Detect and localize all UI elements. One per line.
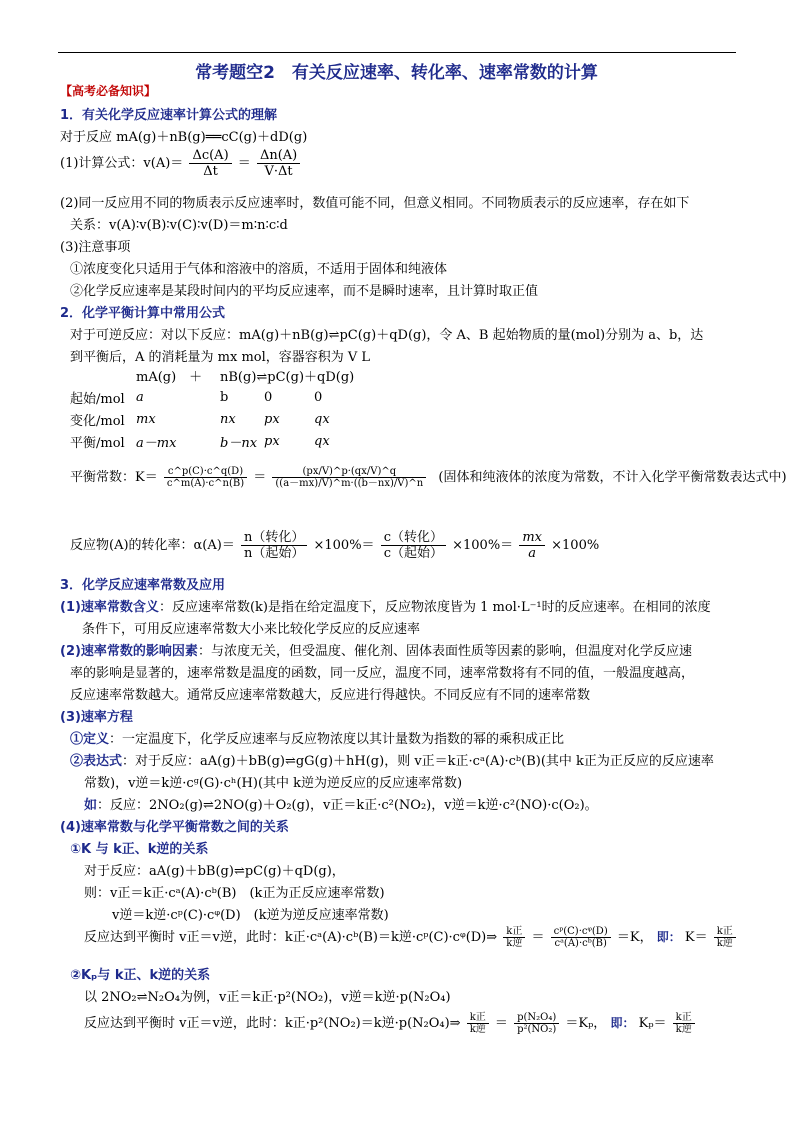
fraction-dc-dt — [189, 148, 231, 179]
Kp-equals: Kₚ＝ — [638, 1016, 667, 1031]
s3-p2-label: (2)速率常数的影响因素 — [60, 644, 198, 659]
frac-num: p(N₂O₄) — [514, 1012, 559, 1024]
kp-relation-line1: 以 2NO₂⇌N₂O₄为例，v正＝k正·p²(NO₂)，v逆＝k逆·p(N₂O₄) — [84, 990, 451, 1005]
fraction-n — [241, 530, 307, 561]
times-100: ×100%＝ — [452, 538, 514, 553]
s2-line2: 到平衡后，A 的消耗量为 mx mol，容器容积为 V L — [70, 350, 371, 365]
frac-den: k逆 — [506, 938, 523, 949]
table-cell: a－mx — [136, 435, 177, 451]
table-cell: 0 — [264, 389, 273, 405]
table-cell — [70, 364, 136, 386]
frac-den: k逆 — [716, 938, 733, 949]
s1-reaction: 对于反应 mA(g)＋nB(g)══cC(g)＋dD(g) — [60, 130, 308, 145]
formula-prefix: (1)计算公式：v(A)＝ — [60, 156, 184, 171]
times-100: ×100%＝ — [313, 538, 375, 553]
K-label: 平衡常数：K＝ — [70, 470, 158, 485]
s3-p1-text: ：反应速率常数(k)是指在给定温度下，反应物浓度皆为 1 mol·L⁻¹时的反应速率。在相同的浓度 — [158, 600, 711, 615]
frac-num: Δn(A) — [257, 148, 300, 164]
frac-den: c^m(A)·c^n(B) — [166, 478, 245, 489]
expr-text: ：对于反应：aA(g)＋bB(g)⇌gG(g)＋hH(g)，则 v正＝k正·cᵃ(A)·cᵇ(B)(其中 k正为正反应的反应速率 — [122, 754, 714, 769]
table-row — [70, 386, 354, 408]
conversion-formula — [70, 530, 599, 561]
expr-label: ②表达式 — [70, 754, 123, 769]
frac-den: k逆 — [675, 1024, 692, 1035]
frac-num: k正 — [714, 926, 736, 938]
table-cell: qx — [314, 411, 330, 427]
equals: ＝ — [531, 930, 545, 945]
table-cell: 起始/mol — [70, 391, 125, 407]
table-cell: mx — [136, 411, 156, 427]
table-row — [70, 430, 354, 452]
table-cell: 变化/mol — [70, 413, 125, 429]
frac-num: (px/V)^p·(qx/V)^q — [272, 466, 426, 478]
k-relation-line2: 则：v正＝k正·cᵃ(A)·cᵇ(B) (k正为正反应速率常数) — [84, 886, 385, 901]
eg-label: 如 — [84, 798, 98, 813]
s3-expr-line1 — [70, 750, 714, 769]
kp-tail: ＝Kₚ， — [565, 1016, 607, 1031]
fraction-c — [381, 530, 446, 561]
s3-def — [70, 728, 564, 747]
section-tag: 【高考必备知识】 — [60, 84, 157, 98]
s3-p2-line3: 反应速率常数越大。通常反应速率常数越大，反应进行得越快。不同反应有不同的速率常数 — [70, 688, 591, 703]
fraction-dn-vdt — [257, 148, 300, 179]
fraction-k-ratio — [467, 1012, 489, 1035]
fraction-k-ratio — [503, 926, 525, 949]
s3-heading: 3．化学反应速率常数及应用 — [60, 578, 226, 593]
fraction-mx-a — [519, 530, 545, 561]
s3-p1-line2: 条件下，可用反应速率常数大小来比较化学反应的反应速率 — [82, 622, 421, 637]
fraction-pressure-ratio — [514, 1012, 559, 1035]
s1-p3: (3)注意事项 — [60, 240, 131, 255]
s1-heading: 1．有关化学反应速率计算公式的理解 — [60, 108, 278, 123]
frac-num: c^p(C)·c^q(D) — [164, 466, 247, 478]
frac-num: Δc(A) — [189, 148, 231, 164]
k-relation-line4 — [84, 926, 738, 949]
frac-num: k正 — [503, 926, 525, 938]
s3-p1-line1 — [60, 596, 711, 615]
table-cell: b－nx — [220, 435, 258, 451]
frac-num: n（转化） — [241, 530, 307, 546]
s1-p3a: ①浓度变化只适用于气体和溶液中的溶质，不适用于固体和纯液体 — [70, 262, 448, 277]
s3-expr-line2: 常数)，v逆＝k逆·cᵍ(G)·cʰ(H)(其中 k逆为逆反应的反应速率常数) — [84, 776, 463, 791]
table-cell: b — [220, 389, 229, 405]
def-text: ：一定温度下，化学反应速率与反应物浓度以其计量数为指数的幂的乘积成正比 — [109, 732, 565, 747]
frac-den: ((a－mx)/V)^m·((b－nx)/V)^n — [275, 478, 424, 489]
frac-den: k逆 — [469, 1024, 486, 1035]
s3-p1-label: (1)速率常数含义 — [60, 600, 159, 615]
frac-den: n（起始） — [243, 546, 305, 561]
kp-relation-line2 — [84, 1012, 697, 1035]
equals: ＝ — [253, 470, 267, 485]
eg-text: ：反应：2NO₂(g)⇌2NO(g)＋O₂(g)，v正＝k正·c²(NO₂)，v逆＝k逆·c²(NO)·c(O₂)。 — [97, 798, 598, 813]
s1-formula — [60, 148, 302, 179]
fraction-K-expanded — [272, 466, 426, 489]
K-equals: K＝ — [684, 930, 708, 945]
equilibrium-table — [70, 364, 354, 452]
equals: ＝ — [494, 1016, 508, 1031]
table-cell: nB(g)⇌pC(g)＋qD(g) — [220, 369, 355, 385]
s3-example — [84, 794, 598, 813]
frac-den: c（起始） — [383, 546, 443, 561]
table-row — [70, 408, 354, 430]
k-relation-heading: ①K 与 k正、k逆的关系 — [70, 842, 209, 857]
table-cell: nx — [220, 411, 236, 427]
s1-p3b: ②化学反应速率是某段时间内的平均反应速率，而不是瞬时速率，且计算时取正值 — [70, 284, 539, 299]
frac-den: Δt — [203, 164, 218, 179]
table-header-row — [70, 364, 354, 386]
s3-p2-text: ：与浓度无关，但受温度、催化剂、固体表面性质等因素的影响，但温度对化学反应速 — [197, 644, 692, 659]
frac-num: mx — [519, 530, 545, 546]
frac-num: cᵖ(C)·cᵠ(D) — [551, 926, 611, 938]
s3-p4-label: (4)速率常数与化学平衡常数之间的关系 — [60, 820, 289, 835]
s3-p2-line1 — [60, 640, 692, 659]
ji-label: 即： — [656, 930, 681, 944]
fraction-conc-ratio — [551, 926, 611, 949]
ji-label: 即： — [610, 1016, 635, 1030]
table-cell: mA(g) ＋ — [136, 369, 203, 385]
frac-num: c（转化） — [381, 530, 446, 546]
times-100: ×100% — [551, 538, 600, 553]
fraction-k-ratio — [714, 926, 736, 949]
table-cell: qx — [314, 433, 330, 449]
k-line4-text: 反应达到平衡时 v正＝v逆，此时：k正·cᵃ(A)·cᵇ(B)＝k逆·cᵖ(C)·cᵠ(D)⇒ — [84, 930, 498, 945]
kp-line2-text: 反应达到平衡时 v正＝v逆，此时：k正·p²(NO₂)＝k逆·p(N₂O₄)⇒ — [84, 1016, 461, 1031]
frac-num: k正 — [467, 1012, 489, 1024]
alpha-label: 反应物(A)的转化率：α(A)＝ — [70, 538, 235, 553]
frac-den: V·Δt — [264, 164, 293, 179]
def-label: ①定义 — [70, 732, 110, 747]
k-relation-line1: 对于反应：aA(g)＋bB(g)⇌pC(g)＋qD(g)， — [84, 864, 345, 879]
frac-den: cᵃ(A)·cᵇ(B) — [554, 938, 607, 949]
equals: ＝ — [237, 156, 251, 171]
table-cell: px — [264, 433, 280, 449]
k-relation-line3: v逆＝k逆·cᵖ(C)·cᵠ(D) (k逆为逆反应速率常数) — [112, 908, 389, 923]
top-rule — [58, 52, 736, 53]
k-tail: ＝K， — [616, 930, 653, 945]
s1-p2-line2: 关系：v(A)∶v(B)∶v(C)∶v(D)＝m∶n∶c∶d — [70, 218, 288, 233]
table-cell: px — [264, 411, 280, 427]
equilibrium-constant-formula — [70, 466, 787, 489]
s3-p3-label: (3)速率方程 — [60, 710, 133, 725]
s1-p2-line1: (2)同一反应用不同的物质表示反应速率时，数值可能不同，但意义相同。不同物质表示的反应速率，存在如下 — [60, 196, 690, 211]
frac-num: k正 — [673, 1012, 695, 1024]
table-cell: 0 — [314, 389, 323, 405]
table-cell: 平衡/mol — [70, 435, 125, 451]
frac-den: p²(NO₂) — [517, 1024, 557, 1035]
K-note: (固体和纯液体的浓度为常数，不计入化学平衡常数表达式中) — [438, 470, 787, 485]
frac-den: a — [528, 546, 537, 561]
table-cell: a — [136, 389, 144, 405]
kp-relation-heading: ②Kₚ与 k正、k逆的关系 — [70, 968, 211, 983]
s2-line1: 对于可逆反应：对以下反应：mA(g)＋nB(g)⇌pC(g)＋qD(g)，令 A、B 起始物质的量(mol)分别为 a、b，达 — [70, 328, 704, 343]
page-title: 常考题空2 有关反应速率、转化率、速率常数的计算 — [195, 63, 598, 83]
fraction-k-ratio — [673, 1012, 695, 1035]
s3-p2-line2: 率的影响是显著的，速率常数是温度的函数，同一反应，温度不同，速率常数将有不同的值，一般温度越高， — [70, 666, 695, 681]
fraction-K-conc — [164, 466, 247, 489]
s2-heading: 2．化学平衡计算中常用公式 — [60, 306, 226, 321]
